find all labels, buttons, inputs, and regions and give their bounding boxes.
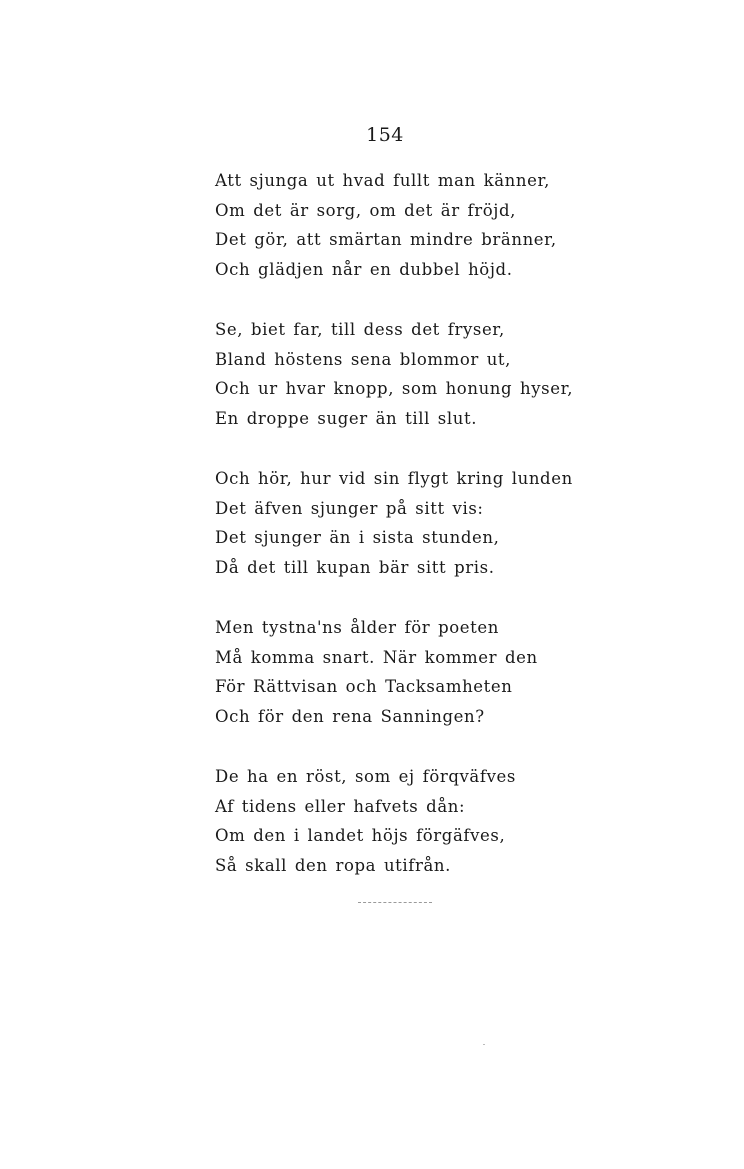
poem-line: Må komma snart. När kommer den [215,647,538,667]
poem-line: Så skall den ropa utifrån. [215,855,451,875]
stanza-4 [215,613,685,731]
poem-line: Och ur hvar knopp, som honung hyser, [215,379,574,398]
poem-line: Och glädjen når en dubbel höjd. [215,259,513,279]
stanza-2 [215,315,685,433]
poem-line: Och hör, hur vid sin flygt kring lunden [215,469,573,488]
poem-line: Af tidens eller hafvets dån: [215,796,466,816]
paper-speck [483,1044,485,1045]
poem-line: Se, biet far, till dess det fryser, [215,320,505,339]
poem-line: För Rättvisan och Tacksamheten [215,677,513,696]
poem-line: En droppe suger än till slut. [215,408,478,428]
poem-line: Men tystna'ns ålder för poeten [215,618,499,637]
poem [215,166,685,911]
poem-line: Det gör, att smärtan mindre bränner, [215,230,557,249]
poem-line: Att sjunga ut hvad fullt man känner, [215,171,550,190]
poem-line: Och för den rena Sanningen? [215,706,485,726]
end-ornament-rule [358,902,432,903]
poem-line: De ha en röst, som ej förqväfves [215,767,516,786]
poem-line: Om den i landet höjs förgäfves, [215,826,506,845]
poem-line: Då det till kupan bär sitt pris. [215,557,495,577]
poem-line: Det äfven sjunger på sitt vis: [215,498,484,518]
stanza-5 [215,762,685,880]
poem-line: Om det är sorg, om det är fröjd, [215,200,516,220]
poem-line: Det sjunger än i sista stunden, [215,528,500,547]
poem-line: Bland höstens sena blommor ut, [215,349,512,369]
stanza-1 [215,166,685,284]
stanza-3 [215,464,685,582]
page-number: 154 [366,124,404,146]
